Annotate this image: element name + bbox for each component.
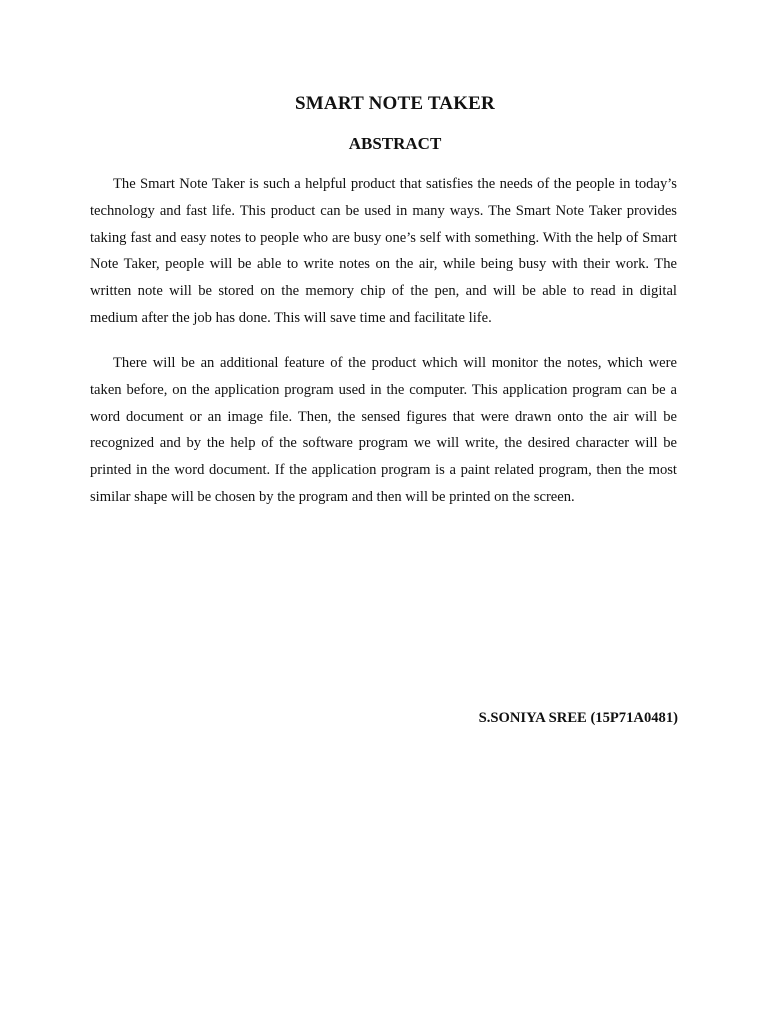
document-title: SMART NOTE TAKER: [295, 93, 495, 114]
abstract-paragraph-2: There will be an additional feature of the product which will monitor the notes, which were taken before, on the application program used in the computer. This application program can be a word document or an image file. Then, the sensed figures that were drawn onto the air will be recognized and by the help of the software program we will write, the desired character will be printed in the word document. If the application program is a paint related program, then the most similar shape will be chosen by the program and then will be printed on the screen.: [90, 355, 677, 505]
author-signature-line: S.SONIYA SREE (15P71A0481): [478, 710, 678, 726]
abstract-paragraph-1: The Smart Note Taker is such a helpful product that satisfies the needs of the people in today’s technology and fast life. This product can be used in many ways. The Smart Note Taker provides taking fast and easy notes to people who are busy one’s self with something. With the help of Smart Note Taker, people will be able to write notes on the air, while being busy with their work. The written note will be stored on the memory chip of the pen, and will be able to read in digital medium after the job has done. This will save time and facilitate life.: [90, 176, 677, 326]
section-heading-abstract: ABSTRACT: [348, 134, 442, 153]
